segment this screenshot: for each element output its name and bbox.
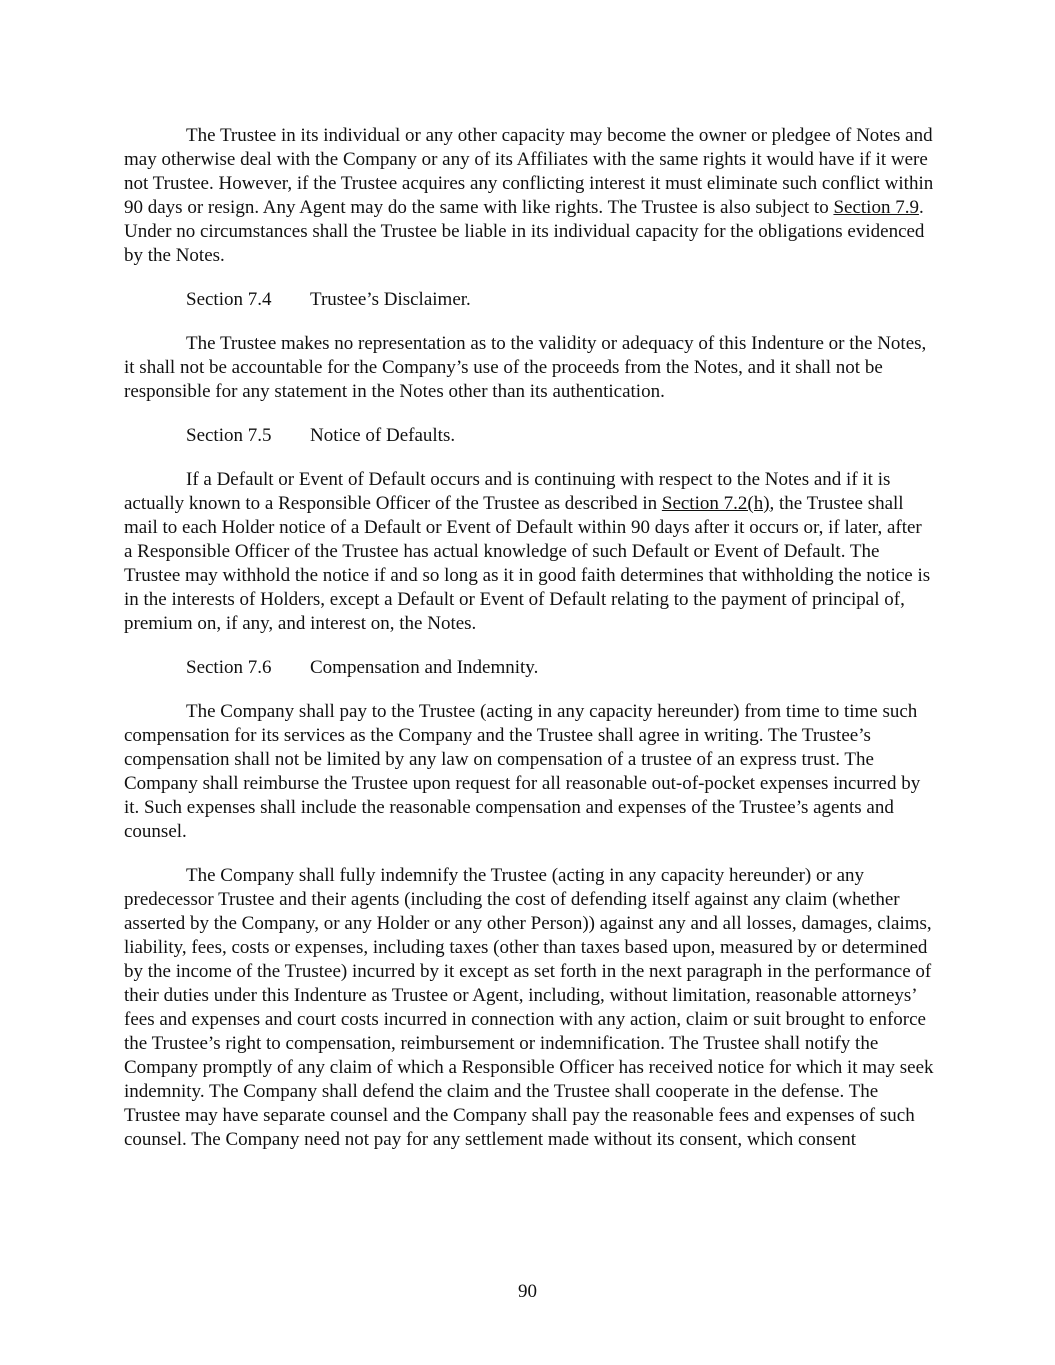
paragraph-text: , the Trustee shall mail to each Holder notice of a Default or Event of Default within 90 days after it occurs or, if later, after a Responsible Officer of the Trustee has actual knowledge of such Default or Event of Default. The Trustee may withhold the notice if and so long as it in good faith determines that withholding the notice is in the interests of Holders, except a Default or Event of Default relating to the payment of principal of, premium on, if any, and interest on, the Notes. <box>124 493 931 634</box>
paragraph-trustee-capacity <box>124 124 934 268</box>
paragraph-notice-of-defaults <box>124 468 934 636</box>
section-number: Section 7.6 <box>186 657 272 678</box>
section-title: Compensation and Indemnity. <box>310 657 539 678</box>
section-number: Section 7.4 <box>186 289 272 310</box>
section-heading-7-6 <box>124 656 934 680</box>
paragraph-indemnity: The Company shall fully indemnify the Trustee (acting in any capacity hereunder) or any predecessor Trustee and their agents (including the cost of defending itself against any claim (whether asserted by the Company, or any Holder or any other Person)) against any and all losses, damages, claims, liability, fees, costs or expenses, including taxes (other than taxes based upon, measured by or determined by the income of the Trustee) incurred by it except as set forth in the next paragraph in the performance of their duties under this Indenture as Trustee or Agent, including, without limitation, reasonable attorneys’ fees and expenses and court costs incurred in connection with any action, claim or suit brought to enforce the Trustee’s right to compensation, reimbursement or indemnification. The Trustee shall notify the Company promptly of any claim of which a Responsible Officer has received notice for which it may seek indemnity. The Company shall defend the claim and the Trustee shall cooperate in the defense. The Trustee may have separate counsel and the Company shall pay the reasonable fees and expenses of such counsel. The Company need not pay for any settlement made without its consent, which consent <box>124 865 934 1150</box>
section-7-9-reference: Section 7.9 <box>833 197 919 218</box>
document-body <box>124 124 934 1172</box>
paragraph-text: . Under no circumstances shall the Trustee be liable in its individual capacity for the obligations evidenced by the Notes. <box>124 197 925 266</box>
paragraph-text: The Trustee in its individual or any other capacity may become the owner or pledgee of Notes and may otherwise deal with the Company or any of its Affiliates with the same rights it would have if it were not Trustee. However, if the Trustee acquires any conflicting interest it must eliminate such conflict within 90 days or resign. Any Agent may do the same with like rights. The Trustee is also subject to <box>124 125 934 218</box>
section-heading-7-5 <box>124 424 934 448</box>
section-7-2h-reference: Section 7.2(h) <box>661 493 770 514</box>
paragraph-compensation: The Company shall pay to the Trustee (acting in any capacity hereunder) from time to time such compensation for its services as the Company and the Trustee shall agree in writing. The Trustee’s compensation shall not be limited by any law on compensation of a trustee of an express trust. The Company shall reimburse the Trustee upon request for all reasonable out-of-pocket expenses incurred by it. Such expenses shall include the reasonable compensation and expenses of the Trustee’s agents and counsel. <box>124 701 921 842</box>
section-title: Notice of Defaults. <box>310 425 456 446</box>
paragraph-trustee-disclaimer: The Trustee makes no representation as to the validity or adequacy of this Indenture or the Notes, it shall not be accountable for the Company’s use of the proceeds from the Notes, and it shall not be responsible for any statement in the Notes other than its authentication. <box>124 333 927 402</box>
section-heading-7-4 <box>124 288 934 312</box>
paragraph-text: If a Default or Event of Default occurs and is continuing with respect to the Notes and if it is actually known to a Responsible Officer of the Trustee as described in <box>124 469 891 514</box>
section-title: Trustee’s Disclaimer. <box>310 289 471 310</box>
section-number: Section 7.5 <box>186 425 272 446</box>
page-number: 90 <box>518 1281 537 1302</box>
